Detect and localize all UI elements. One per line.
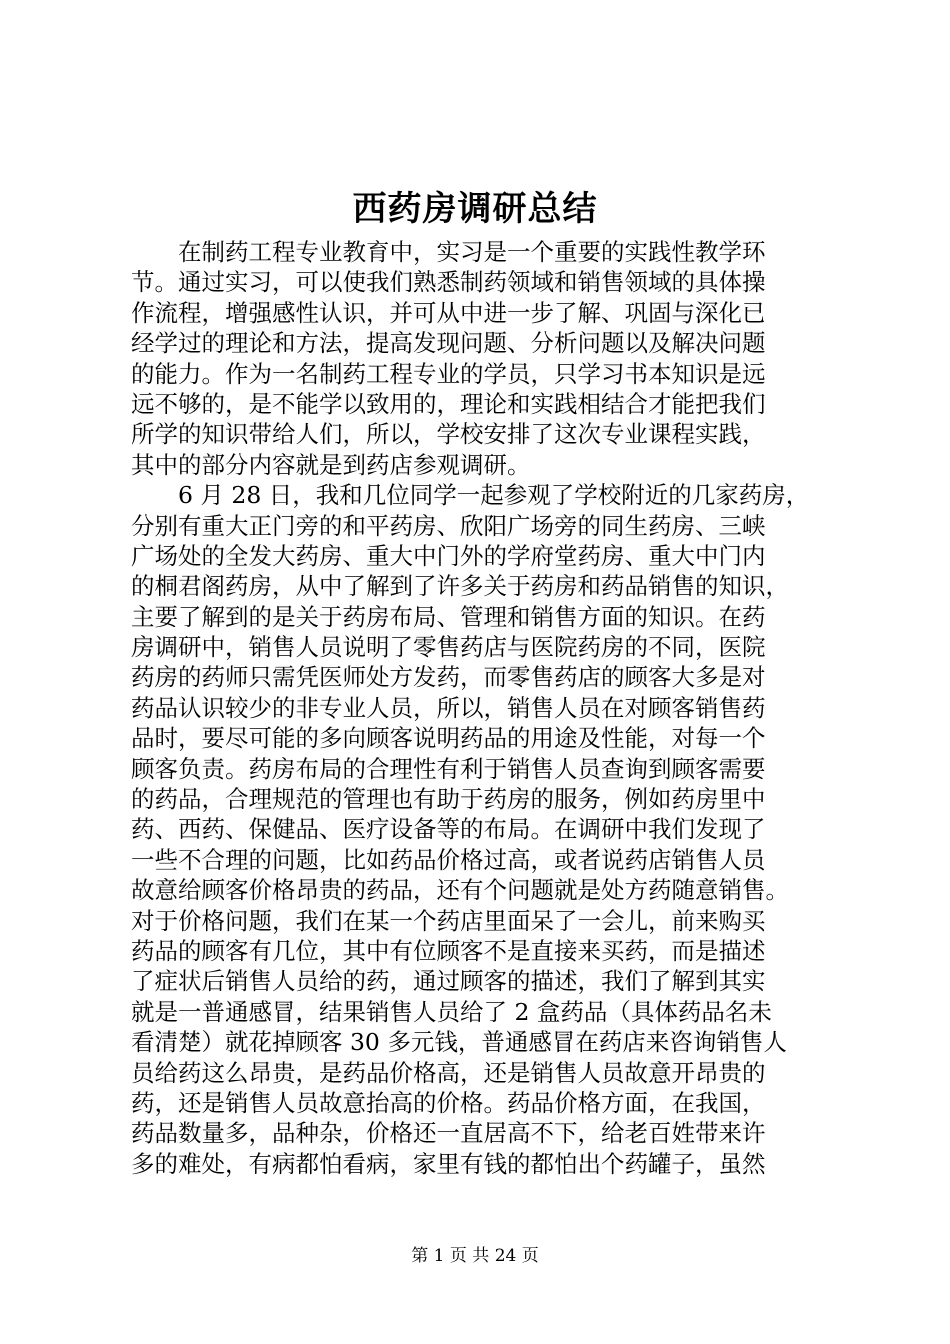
body-line: 的桐君阁药房，从中了解到了许多关于药房和药品销售的知识，: [131, 572, 789, 601]
body-line: 广场处的全发大药房、重大中门外的学府堂药房、重大中门内: [131, 541, 766, 570]
body-line: 其中的部分内容就是到药店参观调研。: [131, 450, 531, 479]
document-body: [131, 237, 851, 1179]
document-title: 西药房调研总结: [352, 189, 598, 229]
body-line: 药、西药、保健品、医疗设备等的布局。在调研中我们发现了: [131, 815, 766, 844]
page-footer: 第 1 页 共 24 页: [411, 1246, 539, 1266]
body-line: 远不够的，是不能学以致用的，理论和实践相结合才能把我们: [131, 389, 766, 418]
body-line: 品时，要尽可能的多向顾客说明药品的用途及性能，对每一个: [131, 724, 766, 753]
body-line: 主要了解到的是关于药房布局、管理和销售方面的知识。在药: [131, 602, 766, 631]
body-line: 员给药这么昂贵，是药品价格高，还是销售人员故意开昂贵的: [131, 1058, 766, 1087]
body-line: 看清楚）就花掉顾客 30 多元钱，普通感冒在药店来咨询销售人: [131, 1028, 787, 1057]
body-line: 顾客负责。药房布局的合理性有利于销售人员查询到顾客需要: [131, 754, 766, 783]
body-line: 了症状后销售人员给的药，通过顾客的描述，我们了解到其实: [131, 967, 766, 996]
body-line: 药品认识较少的非专业人员，所以，销售人员在对顾客销售药: [131, 693, 766, 722]
body-line: 分别有重大正门旁的和平药房、欣阳广场旁的同生药房、三峡: [131, 511, 766, 540]
body-line: 6 月 28 日，我和几位同学一起参观了学校附近的几家药房，: [131, 481, 810, 510]
body-line: 的药品，合理规范的管理也有助于药房的服务，例如药房里中: [131, 785, 766, 814]
body-line: 药房的药师只需凭医师处方发药，而零售药店的顾客大多是对: [131, 663, 766, 692]
body-line: 节。通过实习，可以使我们熟悉制药领域和销售领域的具体操: [131, 268, 766, 297]
body-line: 多的难处，有病都怕看病，家里有钱的都怕出个药罐子，虽然: [131, 1149, 766, 1178]
body-line: 作流程，增强感性认识，并可从中进一步了解、巩固与深化已: [131, 298, 766, 327]
body-line: 药品数量多，品种杂，价格还一直居高不下，给老百姓带来许: [131, 1119, 766, 1148]
body-line: 经学过的理论和方法，提高发现问题、分析问题以及解决问题: [131, 329, 766, 358]
body-line: 故意给顾客价格昂贵的药品，还有个问题就是处方药随意销售。: [131, 876, 789, 905]
body-line: 房调研中，销售人员说明了零售药店与医院药房的不同，医院: [131, 633, 766, 662]
body-line: 药品的顾客有几位，其中有位顾客不是直接来买药，而是描述: [131, 936, 766, 965]
body-line: 在制药工程专业教育中，实习是一个重要的实践性教学环: [131, 238, 766, 266]
body-line: 所学的知识带给人们，所以，学校安排了这次专业课程实践，: [131, 420, 766, 449]
body-line: 药，还是销售人员故意抬高的价格。药品价格方面，在我国，: [131, 1088, 766, 1117]
body-line: 的能力。作为一名制药工程专业的学员，只学习书本知识是远: [131, 359, 766, 388]
body-line: 对于价格问题，我们在某一个药店里面呆了一会儿，前来购买: [131, 906, 766, 935]
body-line: 就是一普通感冒，结果销售人员给了 2 盒药品（具体药品名未: [131, 997, 772, 1026]
body-line: 一些不合理的问题，比如药品价格过高，或者说药店销售人员: [131, 845, 766, 874]
